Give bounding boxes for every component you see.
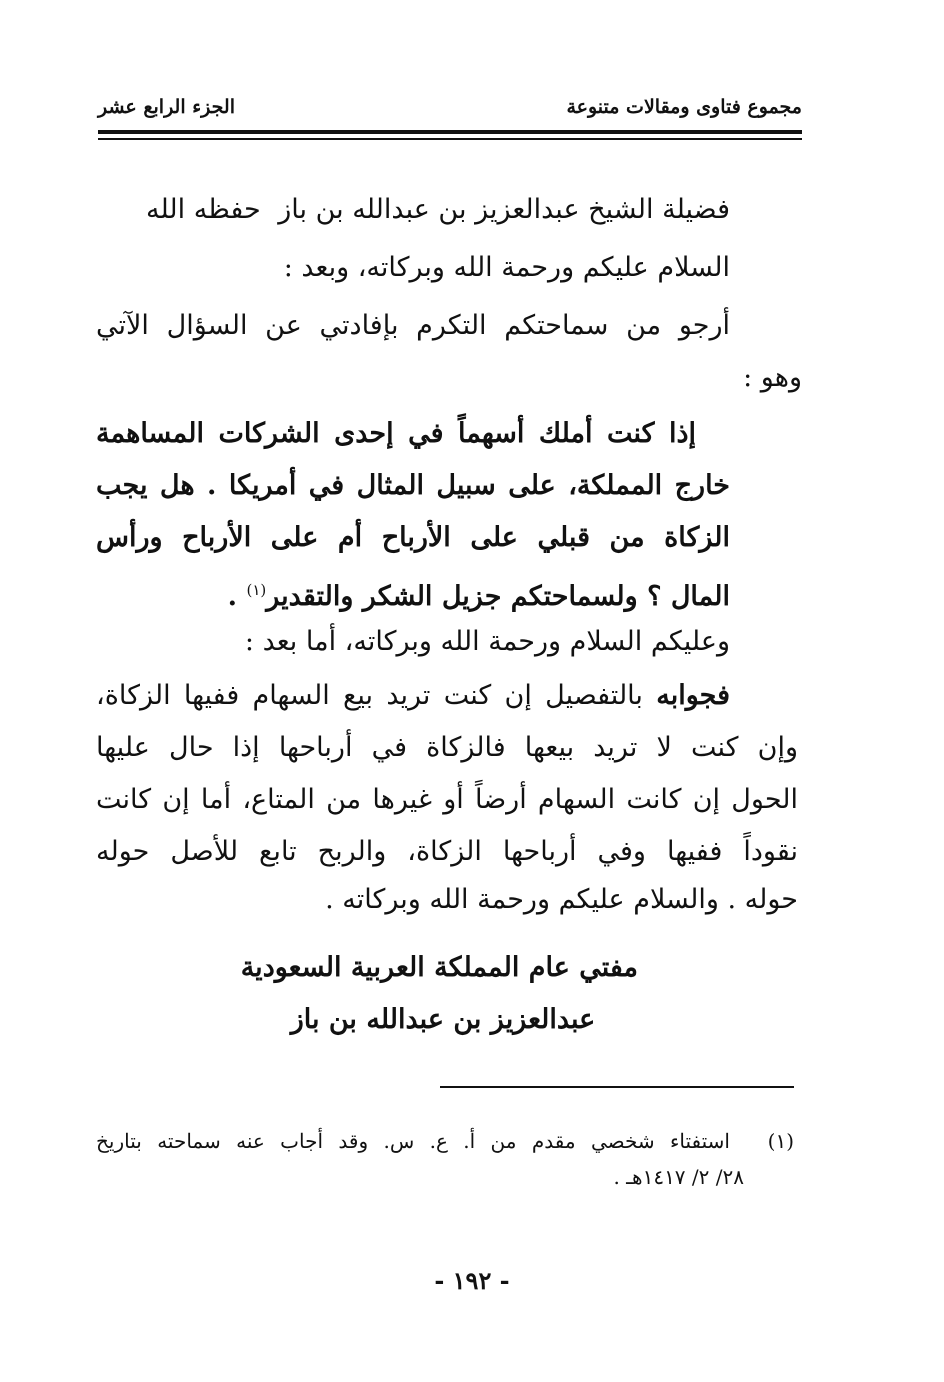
- answer-line-4: نقوداً ففيها وفي أرباحها الزكاة، والربح تابع للأصل حوله: [96, 836, 798, 867]
- book-title: مجموع فتاوى ومقالات متنوعة: [566, 96, 802, 118]
- page-number: - ١٩٢ -: [434, 1266, 510, 1295]
- footnote-line-2: ٢٨/ ٢/ ١٤١٧هـ .: [613, 1165, 744, 1189]
- volume-label: الجزء الرابع عشر: [98, 96, 235, 118]
- answer-line-1-rest: بالتفصيل إن كنت تريد بيع السهام ففيها الزكاة،: [96, 680, 643, 711]
- footnote-marker: (١): [767, 1129, 794, 1153]
- question-line-1: إذا كنت أملك أسهماً في إحدى الشركات المساهمة: [96, 418, 696, 449]
- answer-greeting: وعليكم السلام ورحمة الله وبركاته، أما بعد :: [244, 626, 730, 657]
- signature-title: مفتي عام المملكة العربية السعودية: [240, 952, 638, 983]
- question-line-4: [228, 570, 730, 617]
- request-line-2: وهو :: [743, 362, 802, 393]
- signature-name: عبدالعزيز بن عبدالله بن باز: [290, 1004, 596, 1035]
- request-line-1: أرجو من سماحتكم التكرم بإفادتي عن السؤال الآتي: [96, 310, 730, 341]
- answer-line-1: [96, 676, 730, 716]
- question-greeting: السلام عليكم ورحمة الله وبركاته، وبعد :: [283, 252, 730, 283]
- footnote-line-1: استفتاء شخصي مقدم من أ. ع. س. وقد أجاب عنه سماحته بتاريخ: [96, 1129, 730, 1153]
- question-line-2: خارج المملكة، على سبيل المثال في أمريكا . هل يجب: [96, 470, 730, 501]
- question-line-3: الزكاة من قبلي على الأرباح أم على الأرباح ورأس: [96, 522, 730, 553]
- header-rule-thin: [98, 138, 802, 140]
- question-line-4-end: .: [227, 581, 238, 612]
- answer-lead-word: فجوابه: [656, 680, 730, 711]
- answer-line-2: وإن كنت لا تريد بيعها فالزكاة في أرباحها إذا حال عليها: [96, 732, 798, 763]
- question-line-4-text: المال ؟ ولسماحتكم جزيل الشكر والتقدير: [266, 581, 730, 612]
- salutation-name: فضيلة الشيخ عبدالعزيز بن عبدالله بن باز: [278, 194, 730, 225]
- footnote-ref: (١): [246, 581, 267, 599]
- answer-line-5: حوله . والسلام عليكم ورحمة الله وبركاته .: [325, 884, 798, 915]
- salutation-blessing: حفظه الله: [146, 194, 261, 225]
- answer-line-3: الحول إن كانت السهام أرضاً أو غيرها من المتاع، أما إن كانت: [96, 784, 798, 815]
- footnote-rule: [440, 1086, 794, 1088]
- header-rule-thick: [98, 130, 802, 134]
- running-header: [98, 96, 802, 126]
